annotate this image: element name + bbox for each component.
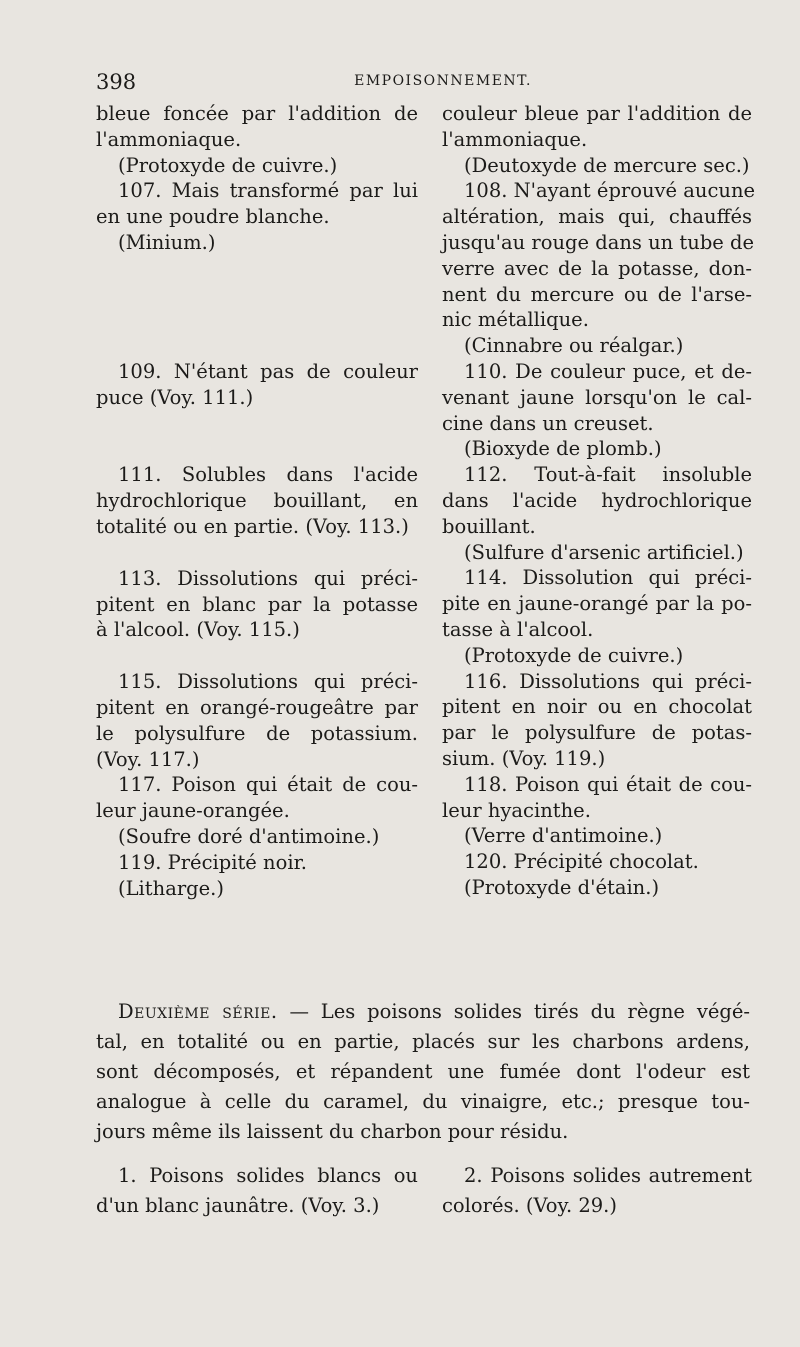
text-line: bouillant.	[442, 514, 536, 538]
text-line: couleur bleue par l'addition de	[442, 102, 752, 125]
text-line: (Voy. 117.)	[96, 747, 200, 771]
right-column	[442, 101, 756, 901]
text-line: en une poudre blanche.	[96, 205, 330, 229]
text-line: verre avec de la potasse, don-	[442, 256, 752, 280]
text-line: hydrochlorique bouillant, en	[96, 489, 418, 513]
text-line: par le polysulfure de potas-	[442, 721, 752, 745]
text-line: (Cinnabre ou réalgar.)	[464, 334, 684, 358]
text-line: dans l'acide hydrochlorique	[442, 488, 752, 512]
section-line: sont décomposés, et répandent une fumée dont l'odeur est	[96, 1060, 750, 1083]
text-line: (Protoxyde de cuivre.)	[464, 643, 684, 667]
text-line: 120. Précipité chocolat.	[464, 850, 699, 874]
section-deuxieme-serie	[96, 997, 750, 1147]
text-line: (Soufre doré d'antimoine.)	[118, 824, 380, 848]
text-line: leur jaune-orangée.	[96, 799, 290, 823]
page-header	[96, 70, 750, 100]
text-line: nic métallique.	[442, 308, 589, 332]
blank-space	[96, 643, 418, 669]
text-line: (Protoxyde d'étain.)	[464, 875, 660, 899]
text-line: (Deutoxyde de mercure sec.)	[464, 153, 750, 177]
text-line: 113. Dissolutions qui préci-	[118, 566, 418, 590]
running-title: EMPOISONNEMENT.	[354, 73, 532, 89]
text-line: bleue foncée par l'addition de	[96, 102, 418, 125]
text-line: (Verre d'antimoine.)	[464, 824, 663, 848]
section-line: tal, en totalité ou en partie, placés sur les charbons ardens,	[96, 1030, 750, 1053]
text-line: l'ammoniaque.	[442, 127, 588, 151]
text-line: pitent en orangé-rougeâtre par	[96, 695, 418, 719]
blank-space	[96, 410, 418, 462]
text-line: 114. Dissolution qui préci-	[464, 566, 752, 590]
text-line: 118. Poison qui était de cou-	[464, 772, 752, 796]
text-line: pite en jaune-orangé par la po-	[442, 592, 752, 616]
text-line: 115. Dissolutions qui préci-	[118, 670, 418, 694]
text-line: 110. De couleur puce, et de-	[464, 359, 752, 383]
text-line: altération, mais qui, chauffés	[442, 205, 752, 229]
text-line: 108. N'ayant éprouvé aucune	[464, 179, 756, 203]
text-line: 111. Solubles dans l'acide	[118, 463, 418, 487]
text-line: 119. Précipité noir.	[118, 850, 307, 874]
bottom-right-entry	[442, 1161, 752, 1221]
text-line: 112. Tout-à-fait insoluble	[464, 463, 752, 487]
bottom-left-entry	[96, 1161, 418, 1221]
text-line: colorés. (Voy. 29.)	[442, 1194, 617, 1217]
text-line: 107. Mais transformé par lui	[118, 179, 418, 203]
text-line: leur hyacinthe.	[442, 798, 591, 822]
text-line: 1. Poisons solides blancs ou	[118, 1164, 418, 1187]
text-line: pitent en blanc par la potasse	[96, 592, 418, 616]
text-line: (Minium.)	[118, 230, 216, 254]
text-line: (Litharge.)	[118, 876, 224, 900]
text-line: puce (Voy. 111.)	[96, 385, 254, 409]
text-line: 117. Poison qui était de cou-	[118, 773, 418, 797]
left-column	[96, 101, 418, 901]
text-line: (Bioxyde de plomb.)	[464, 437, 662, 461]
section-line: analogue à celle du caramel, du vinaigre, etc.; presque tou-	[96, 1090, 750, 1113]
text-line: 109. N'étant pas de couleur	[118, 359, 418, 383]
section-first-line	[96, 997, 750, 1027]
text-line: (Sulfure d'arsenic artificiel.)	[464, 540, 744, 564]
text-line: pitent en noir ou en chocolat	[442, 695, 752, 719]
text-line: nent du mercure ou de l'arse-	[442, 282, 752, 306]
text-line: 116. Dissolutions qui préci-	[464, 669, 752, 693]
blank-space	[96, 540, 418, 566]
blank-space	[96, 256, 418, 359]
text-line: venant jaune lorsqu'on le cal-	[442, 385, 752, 409]
text-line: sium. (Voy. 119.)	[442, 746, 606, 770]
text-line: totalité ou en partie. (Voy. 113.)	[96, 514, 409, 538]
text-line: 2. Poisons solides autrement	[464, 1164, 752, 1187]
page-number: 398	[96, 70, 137, 94]
text-line: jusqu'au rouge dans un tube de	[442, 230, 755, 254]
section-line: jours même ils laissent du charbon pour résidu.	[96, 1120, 569, 1143]
text-line: cine dans un creuset.	[442, 411, 654, 435]
text-line: le polysulfure de potassium.	[96, 721, 418, 745]
text-line: l'ammoniaque.	[96, 127, 242, 151]
text-line: d'un blanc jaunâtre. (Voy. 3.)	[96, 1194, 380, 1217]
section-first-line-text: — Les poisons solides tirés du règne végé-	[289, 1000, 750, 1023]
text-line: tasse à l'alcool.	[442, 617, 594, 641]
text-line: (Protoxyde de cuivre.)	[118, 153, 338, 177]
section-heading: Deuxième série.	[118, 1000, 278, 1023]
text-line: à l'alcool. (Voy. 115.)	[96, 618, 300, 642]
